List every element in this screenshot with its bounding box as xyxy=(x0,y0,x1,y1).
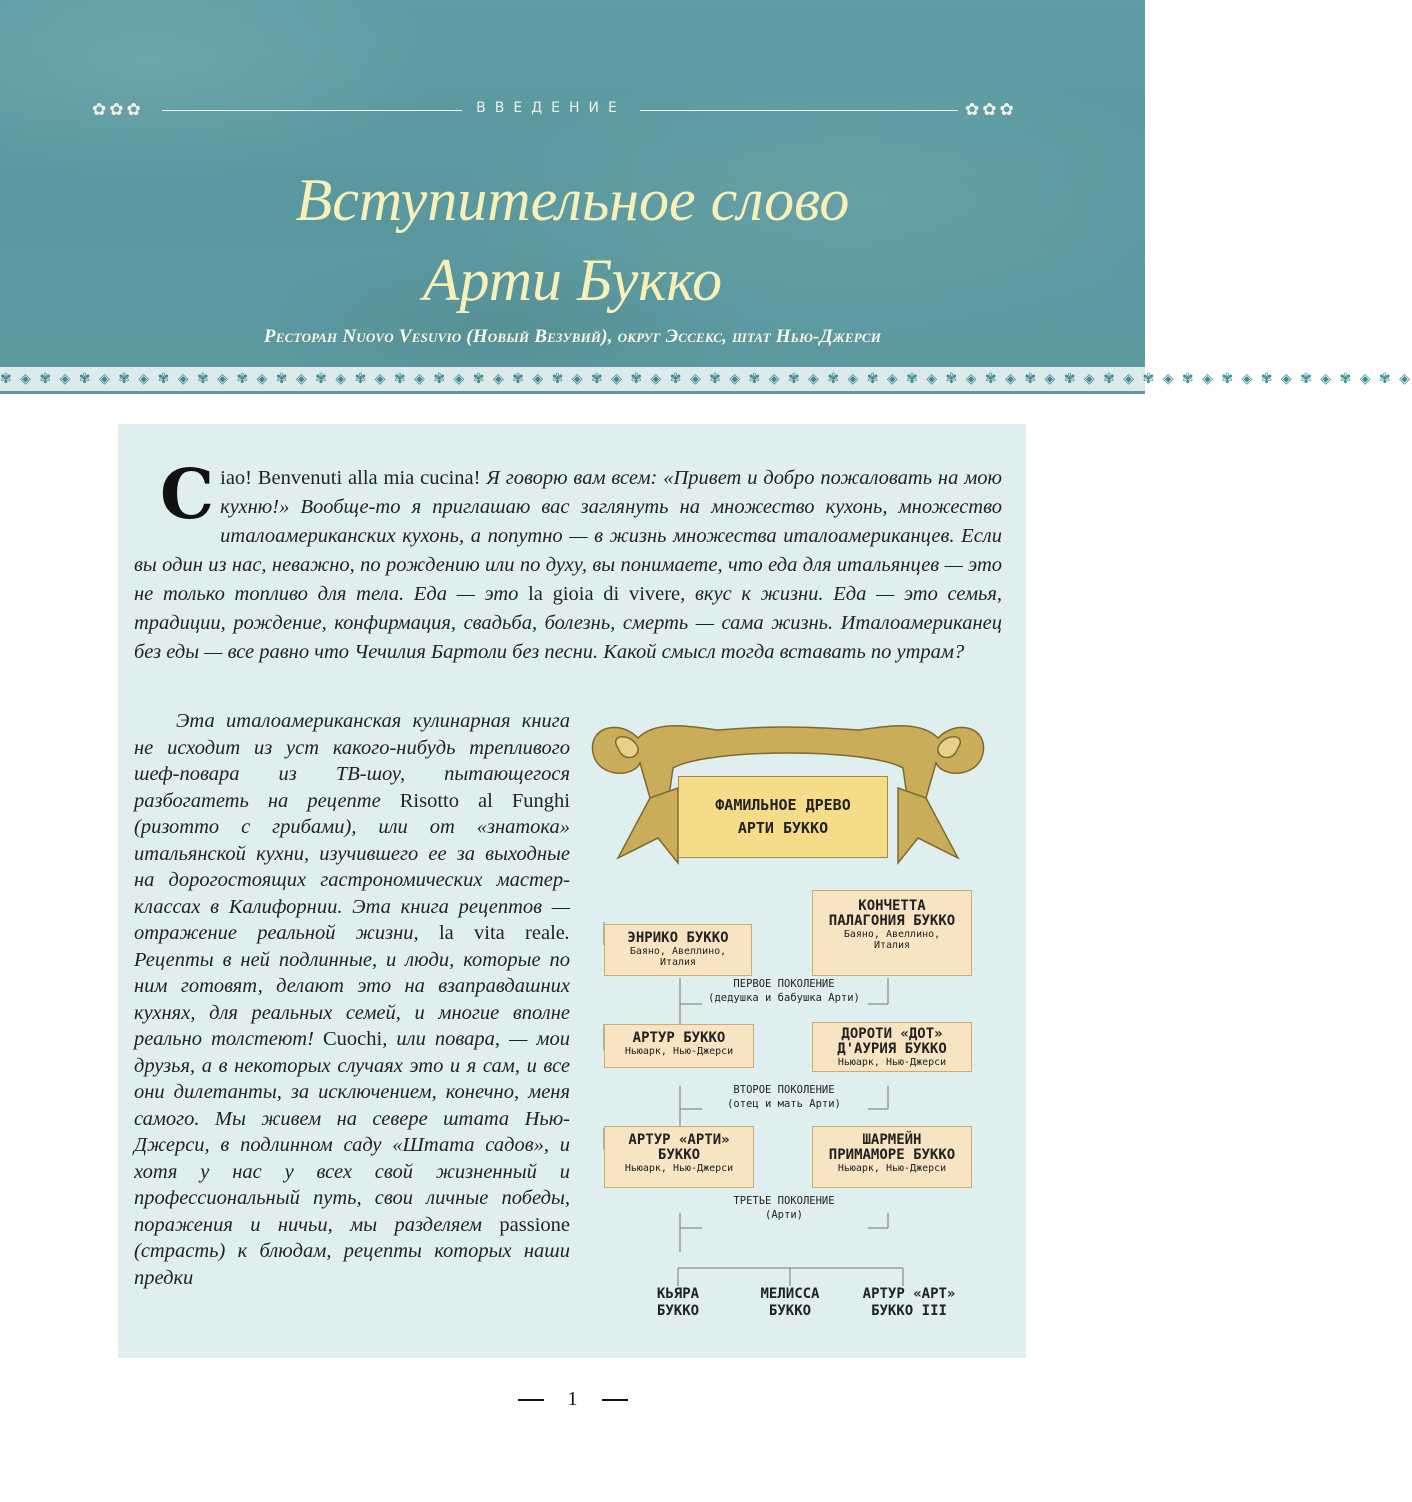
child-name: МЕЛИССА xyxy=(760,1286,820,1302)
person-name: БУККО xyxy=(657,1147,701,1163)
body-text-4: , или повара, — мои друзья, а в некоторых случаях это и я сам, и все они дилетанты, за исключением, конечно, меня самого. Мы живем на севере штата Нью-Джерси, в подлинном саду «Штата садов», и хотя у нас у всех свой жизненный и профессиональный путь, свои личные победы, поражения и ничьи, мы разделяем xyxy=(134,1028,570,1236)
generation-title: ПЕРВОЕ ПОКОЛЕНИЕ xyxy=(733,978,835,990)
body-italian-2: la vita reale xyxy=(438,922,565,944)
intro-italian-greeting: iao! Benvenuti alla mia cucina! xyxy=(220,467,481,489)
chapter-header xyxy=(0,0,1412,394)
body-text-5: (страсть) к блюдам, рецепты которых наши предки xyxy=(134,1240,570,1289)
body-italian-3: Cuochi xyxy=(322,1028,383,1050)
generation-title: ТРЕТЬЕ ПОКОЛЕНИЕ xyxy=(733,1195,835,1207)
ornament-right-icon: ✿✿✿ xyxy=(965,100,1017,120)
generation-label-3 xyxy=(634,1194,934,1222)
body-text-3: . Рецепты в ней подлинные, и люди, которые по ним готовят, делают это на взаправдашних кухнях, для реальных семей, и многие вполне реально толстеют! xyxy=(134,922,570,1050)
generation-note: (отец и мать Арти) xyxy=(727,1098,841,1110)
body-text-2: (ризотто с грибами), или от «знатока» итальянской кухни, изучившего ее за выходные на дорогостоящих гастрономических мастер-классах в Калифорнии. Эта книга рецептов — отражение реальной жизни, xyxy=(134,816,570,944)
person-place: Ньюарк, Нью-Джерси xyxy=(624,1046,734,1057)
generation-label-1 xyxy=(634,977,934,1005)
person-name: ДОРОТИ «ДОТ» xyxy=(841,1026,943,1042)
body-italian-1: Risotto al Funghi xyxy=(399,789,570,812)
person-artur-bucco xyxy=(604,1024,754,1068)
person-place: Ньюарк, Нью-Джерси xyxy=(837,1163,947,1174)
person-place: Ньюарк, Нью-Джерси xyxy=(624,1163,734,1174)
child-name: АРТУР «АРТ» xyxy=(862,1286,956,1302)
person-charmaine-bucco xyxy=(812,1126,972,1188)
intro-text-a: Я говорю вам всем: «Привет и добро пожаловать на мою кухню!» Вообще-то я приглашаю вас заглянуть на множество кухонь, множество италоамериканских кухонь, а попутно — в жизнь множества италоамериканцев. Если вы один из нас, неважно, по рождению или по духу, вы понимаете, что еда для итальянцев — это не только топливо для тела. Еда — это xyxy=(134,467,1003,605)
body-paragraph xyxy=(134,708,570,1291)
person-dorothy-dauria-bucco xyxy=(812,1022,972,1072)
generation-note: (дедушка и бабушка Арти) xyxy=(708,992,860,1004)
person-name: ЭНРИКО БУККО xyxy=(627,930,729,946)
generation-note: (Арти) xyxy=(765,1209,803,1221)
generation-title: ВТОРОЕ ПОКОЛЕНИЕ xyxy=(733,1084,835,1096)
chapter-title-line1: Вступительное слово xyxy=(295,167,850,233)
family-tree xyxy=(578,708,1018,1328)
person-name: АРТУР БУККО xyxy=(632,1030,726,1046)
chapter-title-line2: Арти Букко xyxy=(422,247,723,313)
person-enrico-bucco xyxy=(604,924,752,976)
chapter-title xyxy=(0,160,1145,320)
drop-cap: C xyxy=(160,455,215,535)
family-tree-title xyxy=(678,776,888,858)
person-name: КОНЧЕТТА xyxy=(858,898,926,914)
person-place: Баяно, Авеллино, xyxy=(843,929,941,940)
person-concetta-palagonia-bucco xyxy=(812,890,972,976)
page-number-value: 1 xyxy=(567,1388,578,1410)
child-name: БУККО xyxy=(656,1303,700,1319)
intro-italian-phrase: la gioia di vivere xyxy=(528,583,681,605)
intro-text-b: , вкус к жизни. Еда — это семья, традиции, рождение, конфирмация, свадьба, болезнь, смерть — сама жизнь. Италоамериканец без еды — все равно что Чечилия Бартоли без песни. Какой смысл тогда вставать по утрам? xyxy=(134,583,1003,663)
person-name: ШАРМЕЙН xyxy=(862,1132,922,1148)
ornament-left-icon: ✿✿✿ xyxy=(92,100,144,120)
person-artie-bucco xyxy=(604,1126,754,1188)
family-tree-title-line1: ФАМИЛЬНОЕ ДРЕВО xyxy=(715,796,851,814)
child-name: КЬЯРА xyxy=(656,1286,700,1302)
person-place: Италия xyxy=(873,940,911,951)
decorative-border xyxy=(0,367,1412,391)
body-italian-4: passione xyxy=(499,1213,570,1236)
body-text-1: Эта италоамериканская кулинарная книга не исходит из уст какого-нибудь трепливого шеф-повара из ТВ-шоу, пытающегося разбогатеть на рецепте xyxy=(134,710,570,812)
generation-label-2 xyxy=(634,1083,934,1111)
header-rule-left xyxy=(162,110,462,111)
person-name: Д'АУРИЯ БУККО xyxy=(837,1041,947,1057)
child-name: БУККО xyxy=(768,1303,812,1319)
person-name: ПРИМАМОРЕ БУККО xyxy=(828,1147,956,1163)
child-melissa-bucco xyxy=(738,1286,842,1320)
page-number xyxy=(0,1388,1145,1411)
person-place: Италия xyxy=(659,957,697,968)
page-dash-left xyxy=(518,1399,544,1401)
child-name: БУККО III xyxy=(871,1303,947,1319)
border-pattern-icon: ✾ ◈ ✾ ◈ ✾ ◈ ✾ ◈ ✾ ◈ ✾ ◈ ✾ ◈ ✾ ◈ ✾ ◈ ✾ ◈ ✾ ◈ ✾ ◈ ✾ ◈ ✾ ◈ ✾ ◈ ✾ ◈ ✾ ◈ ✾ ◈ ✾ ◈ ✾ ◈ ✾ ◈ ✾ ◈ ✾ ◈ ✾ ◈ ✾ ◈ ✾ ◈ ✾ ◈ ✾ ◈ ✾ ◈ ✾ ◈ ✾ ◈ ✾ ◈ ✾ ◈ ✾ ◈ ✾ ◈ ✾ ◈ xyxy=(0,371,1412,387)
content-box xyxy=(118,424,1026,1358)
section-label: ВВЕДЕНИЕ xyxy=(476,100,626,116)
person-place: Ньюарк, Нью-Джерси xyxy=(837,1057,947,1068)
child-arthur-bucco-iii xyxy=(846,1286,972,1320)
header-rule-right xyxy=(640,110,958,111)
chapter-subtitle: Ресторан Nuovo Vesuvio (Новый Везувий), округ Эссекс, штат Нью-Джерси xyxy=(263,326,882,347)
person-place: Баяно, Авеллино, xyxy=(629,946,727,957)
person-name: ПАЛАГОНИЯ БУККО xyxy=(828,913,956,929)
page-dash-right xyxy=(602,1399,628,1401)
person-name: АРТУР «АРТИ» xyxy=(628,1132,730,1148)
family-tree-title-line2: АРТИ БУККО xyxy=(737,819,829,837)
intro-paragraph xyxy=(134,455,1003,667)
child-chiara-bucco xyxy=(638,1286,718,1320)
